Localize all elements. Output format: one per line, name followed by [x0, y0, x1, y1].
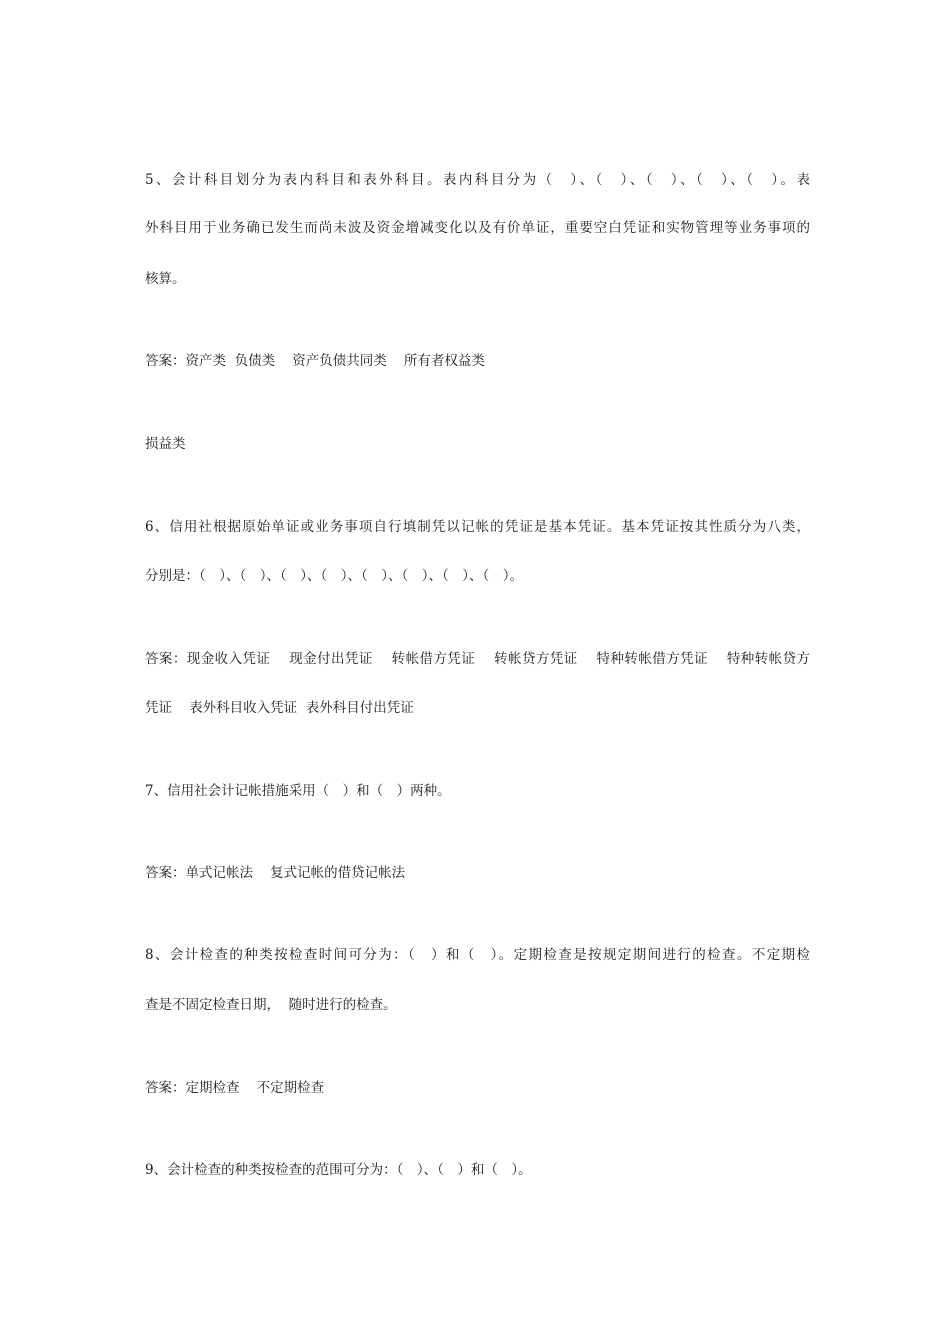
- question-5-line-2: 外科目用于业务确已发生而尚未波及资金增减变化以及有价单证，重要空白凭证和实物管理等业务事项的: [145, 220, 810, 236]
- question-8-line-1: 8、会计检查的种类按检查时间可分为：（ ）和（ ）。定期检查是按规定期间进行的检查。不定期检: [145, 947, 810, 963]
- question-7: 7、信用社会计记帐措施采用（ ）和（ ）两种。: [145, 783, 451, 799]
- answer-6-line-2: 凭证 表外科目收入凭证 表外科目付出凭证: [145, 700, 414, 716]
- question-6-line-1: 6、信用社根据原始单证或业务事项自行填制凭以记帐的凭证是基本凭证。基本凭证按其性质分为八类，: [145, 519, 810, 535]
- answer-5-line-1: 答案：资产类 负债类 资产负债共同类 所有者权益类: [145, 353, 485, 369]
- answer-8: 答案：定期检查 不定期检查: [145, 1080, 325, 1096]
- question-5-line-3: 核算。: [145, 271, 186, 287]
- question-9: 9、会计检查的种类按检查的范围可分为：（ ）、（ ）和（ ）。: [145, 1162, 532, 1178]
- answer-5-line-2: 损益类: [145, 436, 186, 452]
- answer-7: 答案：单式记帐法 复式记帐的借贷记帐法: [145, 865, 406, 881]
- question-5-line-1: 5、会计科目划分为表内科目和表外科目。表内科目分为（ ）、（ ）、（ ）、（ ）、（ ）。表: [145, 172, 810, 188]
- answer-6-line-1: 答案：现金收入凭证 现金付出凭证 转帐借方凭证 转帐贷方凭证 特种转帐借方凭证 特种转帐贷方: [145, 651, 810, 667]
- question-6-line-2: 分别是：（ ）、（ ）、（ ）、（ ）、（ ）、（ ）、（ ）、（ ）。: [145, 568, 523, 584]
- question-8-line-2: 查是不固定检查日期， 随时进行的检查。: [145, 997, 397, 1013]
